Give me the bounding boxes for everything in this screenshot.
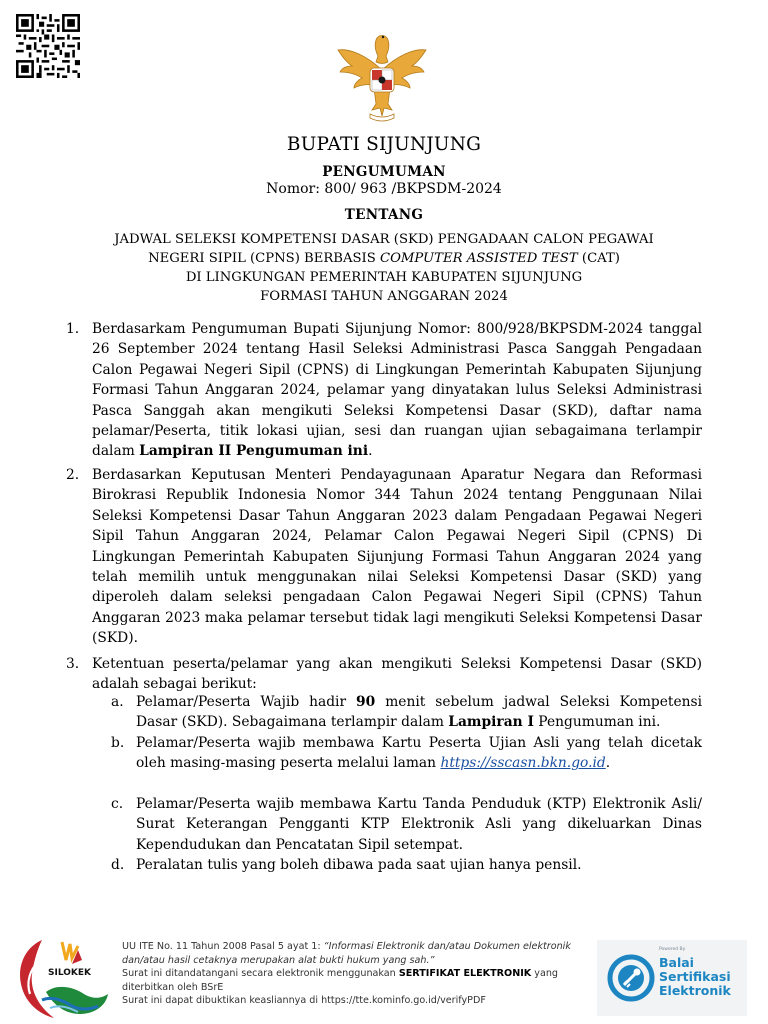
- doc-type: PENGUMUMAN: [322, 164, 446, 180]
- bsre-key-icon: [603, 940, 659, 1016]
- sub-a-3: Pengumuman ini.: [533, 714, 661, 731]
- sub-item-b: [111, 733, 702, 774]
- subject-line-2b: COMPUTER ASSISTED TEST: [379, 251, 578, 266]
- item-number: 2.: [66, 467, 80, 483]
- sub-a-bold: 90: [356, 694, 376, 710]
- list-item-3: [66, 654, 702, 695]
- about-label: TENTANG: [344, 207, 424, 223]
- bsre-powered-by: Powered By: [659, 947, 686, 952]
- silokek-geopark-logo-icon: [16, 934, 116, 1020]
- silokek-logo-text: SILOKEK: [48, 968, 91, 978]
- footer-line-2c: yang diterbitkan oleh BSrE: [122, 968, 559, 993]
- bsre-line-2: Sertifikasi: [659, 969, 731, 984]
- doc-number: Nomor: 800/ 963 /BKPSDM-2024: [266, 181, 502, 197]
- footer-line-2b: SERTIFIKAT ELEKTRONIK: [398, 968, 532, 980]
- sub-a-bold-2: Lampiran I: [448, 714, 534, 731]
- item-1-text: Berdasarkam Pengumuman Bupati Sijunjung Nomor: 800/928/BKPSDM-2024 tanggal 26 September 2024 tentang Hasil Seleksi Administrasi Pasca Sanggah Pengadaan Calon Pegawai Negeri Sipil (CPNS) di Lingkungan Pemerintah Kabupaten Sijunjung Formasi Tahun Anggaran 2024, pelamar yang dinyatakan lulus Seleksi Administrasi Pasca Sanggah akan mengikuti Seleksi Kompetensi Dasar (SKD), daftar nama pelamar/Peserta, titik lokasi ujian, sesi dan ruangan ujian sebagaimana terlampir dalam: [92, 321, 702, 460]
- sub-letter: d.: [111, 857, 125, 873]
- sub-letter: c.: [111, 796, 124, 812]
- bsre-line-1: Balai: [659, 955, 694, 970]
- qr-code-icon: [16, 14, 80, 78]
- item-text: Berdasarkan Keputusan Menteri Pendayagunaan Aparatur Negara dan Reformasi Birokrasi Republik Indonesia Nomor 344 Tahun 2024 tentang Penggunaan Nilai Seleksi Kompetensi Dasar Tahun Anggaran 2023 dalam Pengadaan Pegawai Negeri Sipil Tahun Anggaran 2024, Pelamar Calon Pegawai Negeri Sipil (CPNS) Di Lingkungan Pemerintah Kabupaten Sijunjung Formasi Tahun Anggaran 2024 yang telah memilih untuk menggunakan nilai Seleksi Kompetensi Dasar (SKD) yang diperoleh dalam seleksi pengadaan Calon Pegawai Negeri Sipil (CPNS) Tahun Anggaran 2023 maka pelamar tersebut tidak lagi mengikuti Seleksi Kompetensi Dasar (SKD).: [92, 467, 702, 647]
- footer-line-2: [122, 967, 592, 994]
- sub-item-c: [111, 794, 702, 855]
- footer-line-1a: UU ITE No. 11 Tahun 2008 Pasal 5 ayat 1:: [122, 941, 324, 952]
- subject-line-4: FORMASI TAHUN ANGGARAN 2024: [260, 289, 508, 304]
- sub-letter: b.: [111, 735, 125, 751]
- list-item-2: [66, 465, 702, 649]
- item-number: 1.: [66, 321, 80, 337]
- footer-line-3: Surat ini dapat dibuktikan keasliannya di https://tte.kominfo.go.id/verifyPDF: [122, 995, 486, 1007]
- sub-item-d: [111, 855, 702, 875]
- sub-text: Peralatan tulis yang boleh dibawa pada saat ujian hanya pensil.: [136, 857, 582, 873]
- sscasn-link[interactable]: https://sscasn.bkn.go.id: [440, 755, 606, 772]
- item-1-bold: Lampiran II Pengumuman ini: [139, 443, 369, 460]
- sub-letter: a.: [111, 694, 124, 710]
- footer-line-2a: Surat ini ditandatangani secara elektronik menggunakan: [122, 968, 399, 980]
- sub-b-end: .: [605, 755, 611, 772]
- sub-a-2: menit sebelum jadwal Seleksi Kompetensi Dasar (SKD). Sebagaimana terlampir dalam: [136, 694, 702, 731]
- item-text: Ketentuan peserta/pelamar yang akan mengikuti Seleksi Kompetensi Dasar (SKD) adalah sebagai berikut:: [92, 656, 702, 693]
- footer-line-1b: “Informasi Elektronik dan/atau Dokumen elektronik dan/atau hasil cetaknya merupakan alat bukti hukum yang sah.”: [122, 941, 571, 966]
- subject-line-1: JADWAL SELEKSI KOMPETENSI DASAR (SKD) PENGADAAN CALON PEGAWAI: [114, 232, 654, 247]
- sub-text: [136, 692, 702, 733]
- item-number: 3.: [66, 656, 80, 672]
- subject-line-2a: NEGERI SIPIL (CPNS) BERBASIS: [148, 251, 380, 266]
- list-item-1: [66, 319, 702, 462]
- sub-text: Pelamar/Peserta wajib membawa Kartu Tanda Penduduk (KTP) Elektronik Asli/ Surat Keterangan Pengganti KTP Elektronik Asli yang dikeluarkan Dinas Kependudukan dan Pencatatan Sipil setempat.: [136, 796, 702, 853]
- garuda-emblem-icon: [332, 26, 432, 124]
- bsre-line-3: Elektronik: [659, 983, 731, 998]
- sub-a-1: Pelamar/Peserta Wajib hadir: [136, 694, 357, 710]
- sub-text: [136, 733, 702, 774]
- item-1-end: .: [368, 443, 373, 460]
- subject-line-2c: (CAT): [577, 251, 620, 266]
- subject-line-2: [40, 249, 728, 268]
- bsre-text: [659, 956, 731, 998]
- footer-line-1: [122, 940, 592, 967]
- authority-title: BUPATI SIJUNJUNG: [286, 134, 482, 155]
- item-text: [92, 319, 702, 462]
- bsre-logo-icon: [597, 940, 747, 1016]
- subject-line-3: DI LINGKUNGAN PEMERINTAH KABUPATEN SIJUNJUNG: [185, 270, 583, 285]
- subject-block: [40, 230, 728, 306]
- sub-item-a: [111, 692, 702, 733]
- footer-legal-text: [122, 940, 592, 1008]
- sub-b-1: Pelamar/Peserta wajib membawa Kartu Peserta Ujian Asli yang telah dicetak oleh masing-masing peserta melalui laman: [136, 735, 702, 772]
